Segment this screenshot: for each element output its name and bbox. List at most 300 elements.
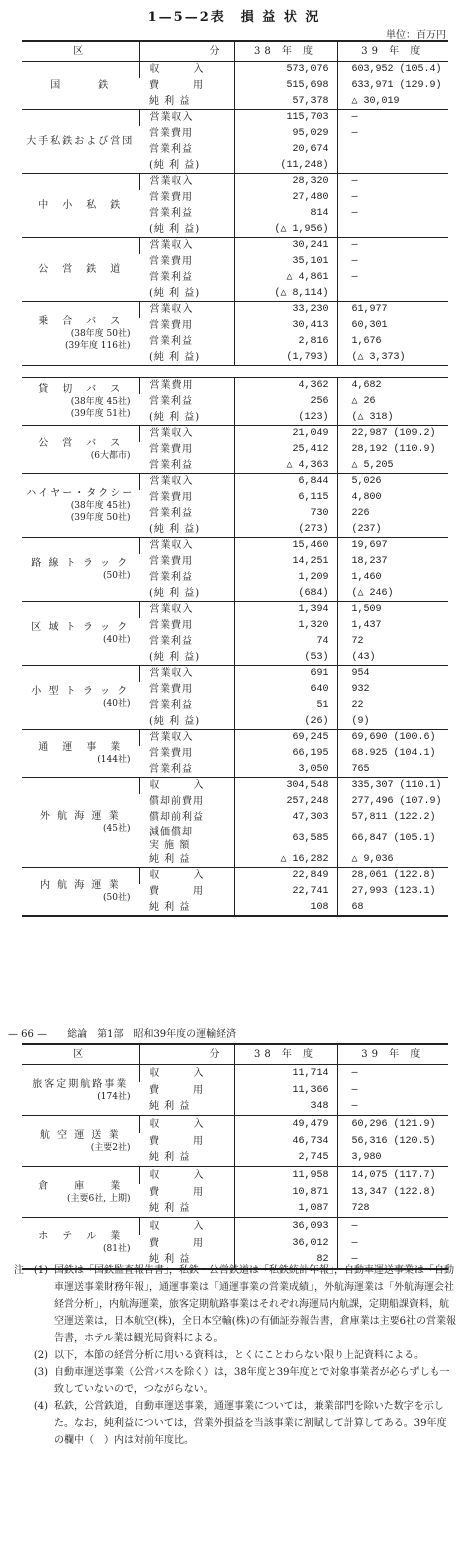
item-label: 営業利益 — [149, 336, 193, 347]
item-label: (純 利 益) — [149, 523, 201, 535]
item-label: 収 入 — [149, 1118, 205, 1130]
value-38: 22,741 — [234, 884, 337, 900]
item-label: 営業利益 — [149, 572, 193, 583]
value-38: 348 — [234, 1099, 337, 1116]
note-item — [6, 1347, 456, 1364]
item-cell — [139, 1099, 234, 1116]
table-row — [22, 110, 448, 126]
item-label: 営業費用 — [149, 684, 193, 695]
note-label: (2) — [33, 1350, 48, 1361]
value-38: △ 4,861 — [234, 270, 337, 286]
value-39: 18,237 — [337, 554, 448, 570]
value-38: 51 — [234, 698, 337, 714]
value-38: 35,101 — [234, 254, 337, 270]
value-38: 11,366 — [234, 1082, 337, 1099]
value-39: (△ 246) — [337, 586, 448, 602]
item-cell — [139, 602, 234, 618]
item-label: 純 利 益 — [149, 1203, 191, 1215]
note-label: (4) — [33, 1401, 48, 1412]
category-cell — [22, 110, 139, 174]
item-cell — [139, 746, 234, 762]
value-38: 14,251 — [234, 554, 337, 570]
value-39: 66,847 (105.1) — [337, 826, 448, 852]
item-label: 費 用 — [149, 1135, 204, 1147]
item-label: 償却前費用 — [149, 796, 204, 807]
item-cell — [139, 474, 234, 490]
item-cell — [139, 1116, 234, 1133]
category-note: (主要2社) — [90, 1142, 131, 1153]
group — [22, 1065, 448, 1116]
value-39: — — [337, 270, 448, 286]
table-row — [22, 538, 448, 554]
value-38: 814 — [234, 206, 337, 222]
category-cell — [22, 1218, 139, 1269]
header-y39: 39 年 度 — [337, 1044, 448, 1065]
category-cell — [22, 730, 139, 778]
value-39: 765 — [337, 762, 448, 778]
value-39: — — [337, 238, 448, 254]
category-note: (174社) — [97, 1091, 131, 1102]
item-cell — [139, 778, 234, 794]
value-38: 36,093 — [234, 1218, 337, 1235]
item-cell — [139, 286, 234, 302]
value-38: (11,248) — [234, 158, 337, 174]
item-cell — [139, 682, 234, 698]
value-39: (△ 318) — [337, 410, 448, 426]
category-name: 通 運 事 業 — [38, 742, 123, 753]
value-39: (△ 3,373) — [337, 350, 448, 366]
category-note: (38年度 45社) — [70, 397, 131, 407]
header-y39: 39 年 度 — [337, 41, 448, 62]
value-38: 304,548 — [234, 778, 337, 794]
value-38: 11,958 — [234, 1167, 337, 1184]
group — [22, 1218, 448, 1269]
value-39: 72 — [337, 634, 448, 650]
value-38: △ 4,363 — [234, 458, 337, 474]
category-cell — [22, 1065, 139, 1116]
category-name: 内 航 海 運 業 — [39, 879, 121, 891]
category-name: 大手私鉄および営団 — [26, 136, 135, 147]
category-cell — [22, 1116, 139, 1167]
value-38: 82 — [234, 1252, 337, 1269]
item-cell — [139, 586, 234, 602]
item-label: 営業収入 — [149, 304, 194, 316]
value-38: 66,195 — [234, 746, 337, 762]
item-label: 純 利 益 — [149, 95, 191, 107]
value-39: 932 — [337, 682, 448, 698]
value-38: 30,413 — [234, 318, 337, 334]
category-note: (40社) — [103, 635, 131, 645]
item-label: (純 利 益) — [149, 411, 201, 423]
item-label: 収 入 — [149, 780, 205, 792]
item-label: 費 用 — [149, 80, 204, 91]
value-39: 61,977 — [337, 302, 448, 318]
item-cell — [139, 1184, 234, 1201]
value-38: 515,698 — [234, 78, 337, 94]
item-label: 純 利 益 — [149, 1152, 191, 1164]
group — [22, 1167, 448, 1218]
item-label: 営業利益 — [149, 396, 193, 407]
table-header-row — [22, 41, 448, 62]
value-38: (△ 8,114) — [234, 286, 337, 302]
item-cell — [139, 394, 234, 410]
value-39: — — [337, 1065, 448, 1082]
item-label: 営業利益 — [149, 508, 193, 519]
value-38: 2,745 — [234, 1150, 337, 1167]
item-cell — [139, 1082, 234, 1099]
value-38: 22,849 — [234, 868, 337, 884]
category-cell — [22, 238, 139, 302]
value-38: (1,793) — [234, 350, 337, 366]
value-38: 691 — [234, 666, 337, 682]
item-label: 純 利 益 — [149, 1254, 191, 1265]
group — [22, 302, 448, 366]
category-cell — [22, 474, 139, 538]
value-39 — [337, 142, 448, 158]
value-39: — — [337, 190, 448, 206]
item-cell — [139, 1065, 234, 1082]
value-38: (273) — [234, 522, 337, 538]
value-39: 27,993 (123.1) — [337, 884, 448, 900]
item-cell — [139, 222, 234, 238]
value-39: — — [337, 1218, 448, 1235]
item-cell — [139, 78, 234, 94]
item-label: 営業費用 — [149, 256, 193, 267]
value-38: 46,734 — [234, 1133, 337, 1150]
table-row — [22, 778, 448, 794]
table-row — [22, 1167, 448, 1184]
value-38: 30,241 — [234, 238, 337, 254]
category-note: (主要6社, 上期) — [67, 1193, 131, 1204]
item-cell — [139, 442, 234, 458]
value-39: △ 5,205 — [337, 458, 448, 474]
category-name: ハイヤー・タクシー — [26, 488, 135, 499]
item-label: (純 利 益) — [149, 351, 201, 363]
category-cell — [22, 602, 139, 666]
value-39: 22,987 (109.2) — [337, 426, 448, 442]
group — [22, 868, 448, 916]
value-39: — — [337, 1252, 448, 1269]
group — [22, 174, 448, 238]
item-cell — [139, 334, 234, 350]
value-38: 49,479 — [234, 1116, 337, 1133]
item-label: 営業利益 — [149, 144, 193, 155]
value-39: — — [337, 1099, 448, 1116]
category-name: 乗 合 バ ス — [38, 316, 123, 327]
category-note: (81社) — [103, 1244, 131, 1255]
value-39: 4,800 — [337, 490, 448, 506]
value-39: 28,192 (110.9) — [337, 442, 448, 458]
value-38: 256 — [234, 394, 337, 410]
value-39: 56,316 (120.5) — [337, 1133, 448, 1150]
category-name: 外 航 海 運 業 — [39, 811, 121, 822]
category-cell — [22, 174, 139, 238]
item-label: 営業費用 — [149, 320, 193, 331]
group — [22, 474, 448, 538]
value-39: 335,307 (110.1) — [337, 778, 448, 794]
item-cell — [139, 1167, 234, 1184]
value-39: 1,460 — [337, 570, 448, 586]
item-label: 営業収入 — [149, 668, 194, 680]
item-cell — [139, 158, 234, 174]
category-note: (38年度 45社) — [70, 501, 131, 511]
note-text: 国鉄は「国鉄監査報告書」，私鉄・公営鉄道は「私鉄統計年報」，自動車運送事業は「自動車運送事業財務年報」，通運事業は「通運事業の営業成績」，外航海運業は「外航海運会社経営分析」，内航海運業，旅客定期航路事業はそれぞれ海運局内航課，定期船課資料，航空運送業は，日本航空(株)，全日本空輸(株)の有価証券報告書，倉庫業は主要6社の営業報告書，ホテル業は観光局資料による。 — [54, 1265, 456, 1344]
item-cell — [139, 490, 234, 506]
category-name: 路 線 ト ラ ッ ク — [31, 558, 130, 569]
value-39: 60,301 — [337, 318, 448, 334]
notes-section — [6, 1262, 456, 1449]
value-38: 1,320 — [234, 618, 337, 634]
value-39: — — [337, 174, 448, 190]
table-row — [22, 302, 448, 318]
category-name: 国 鉄 — [50, 80, 111, 91]
value-39: 69,690 (100.6) — [337, 730, 448, 746]
group — [22, 238, 448, 302]
value-39: (237) — [337, 522, 448, 538]
item-label: 営業収入 — [149, 540, 194, 552]
value-39: (43) — [337, 650, 448, 666]
table-row — [22, 868, 448, 884]
group — [22, 602, 448, 666]
item-cell — [139, 94, 234, 110]
profit-loss-table-continued — [22, 1043, 448, 1270]
item-label: 営業利益 — [149, 459, 193, 471]
category-name: 公 営 バ ス — [38, 438, 123, 449]
value-38: 573,076 — [234, 62, 337, 78]
table-row — [22, 1218, 448, 1235]
value-38: 21,049 — [234, 426, 337, 442]
value-39: 22 — [337, 698, 448, 714]
value-38: (△ 1,956) — [234, 222, 337, 238]
value-39: 226 — [337, 506, 448, 522]
item-label: 営業収入 — [149, 428, 194, 440]
value-39: 277,496 (107.9) — [337, 794, 448, 810]
value-39: 68.925 (104.1) — [337, 746, 448, 762]
table-row — [22, 62, 448, 78]
table-row — [22, 1065, 448, 1082]
item-cell — [139, 378, 234, 394]
value-38: 4,362 — [234, 378, 337, 394]
item-cell — [139, 538, 234, 554]
category-note: (50社) — [103, 892, 131, 903]
item-cell — [139, 254, 234, 270]
group — [22, 62, 448, 110]
value-38: △ 16,282 — [234, 852, 337, 868]
item-label: 費 用 — [149, 1186, 204, 1198]
category-name: 中 小 私 鉄 — [38, 200, 123, 211]
group — [22, 538, 448, 602]
item-label: 営業収入 — [149, 176, 194, 188]
header-bun: 分 — [139, 1044, 234, 1065]
item-cell — [139, 1133, 234, 1150]
category-note: (144社) — [97, 755, 131, 765]
item-cell — [139, 666, 234, 682]
category-name: 旅客定期航路事業 — [32, 1078, 129, 1090]
table-row — [22, 426, 448, 442]
item-cell — [139, 1218, 234, 1235]
item-cell — [139, 1201, 234, 1218]
item-cell — [139, 62, 234, 78]
item-label: 減価償却 実 施 額 — [149, 826, 193, 851]
note-item — [6, 1398, 456, 1449]
item-label: 純 利 益 — [149, 853, 191, 865]
item-cell — [139, 714, 234, 730]
table-row — [22, 666, 448, 682]
value-39: 633,971 (129.9) — [337, 78, 448, 94]
value-38: 10,871 — [234, 1184, 337, 1201]
category-note: (38年度 50社) — [70, 329, 131, 339]
item-label: 純 利 益 — [149, 1101, 191, 1113]
item-label: (純 利 益) — [149, 287, 201, 299]
group — [22, 378, 448, 426]
value-39: 603,952 (105.4) — [337, 62, 448, 78]
note-text: 自動車運送事業（公営バスを除く）は，38年度と39年度とで対象事業者が必らずしも一致していないので，つながらない。 — [54, 1367, 450, 1395]
group — [22, 666, 448, 730]
value-38: 33,230 — [234, 302, 337, 318]
table-header-row — [22, 1044, 448, 1065]
item-cell — [139, 1235, 234, 1252]
category-name: ホ テ ル 業 — [38, 1231, 123, 1243]
note-label: 注 (1) — [13, 1265, 48, 1276]
value-38: 115,703 — [234, 110, 337, 126]
profit-loss-table — [22, 40, 448, 917]
item-cell — [139, 426, 234, 442]
item-label: 収 入 — [149, 1169, 205, 1181]
item-label: 収 入 — [149, 1067, 205, 1079]
category-note: (39年度 116社) — [64, 341, 131, 351]
header-bun: 分 — [139, 41, 234, 62]
value-39: (9) — [337, 714, 448, 730]
category-name: 小 型 ト ラ ッ ク — [31, 686, 130, 697]
item-label: 営業利益 — [149, 700, 193, 711]
category-cell — [22, 62, 139, 110]
item-cell — [139, 1150, 234, 1167]
item-label: 費 用 — [149, 1084, 204, 1096]
header-y38: 38 年 度 — [234, 1044, 337, 1065]
item-label: 収 入 — [149, 64, 205, 76]
note-text: 以下，本節の経営分析に用いる資料は，とくにことわらない限り上記資料による。 — [54, 1350, 424, 1361]
item-cell — [139, 762, 234, 778]
item-cell — [139, 110, 234, 126]
item-label: 営業収入 — [149, 112, 194, 124]
category-cell — [22, 868, 139, 916]
category-note: (40社) — [103, 699, 131, 709]
value-39: 57,811 (122.2) — [337, 810, 448, 826]
category-name: 公 営 鉄 道 — [38, 264, 123, 275]
category-note: (50社) — [103, 571, 131, 581]
value-38: (123) — [234, 410, 337, 426]
value-38: 63,585 — [234, 826, 337, 852]
value-39: — — [337, 254, 448, 270]
note-item — [6, 1262, 456, 1347]
category-name: 倉 庫 業 — [38, 1180, 123, 1192]
item-cell — [139, 618, 234, 634]
note-label: (3) — [33, 1367, 48, 1378]
item-cell — [139, 650, 234, 666]
item-label: 営業費用 — [149, 380, 194, 392]
header-kubun: 区 — [22, 1044, 139, 1065]
value-39: 60,296 (121.9) — [337, 1116, 448, 1133]
value-38: 108 — [234, 900, 337, 916]
category-cell — [22, 1167, 139, 1218]
value-39: 28,061 (122.8) — [337, 868, 448, 884]
value-39: 954 — [337, 666, 448, 682]
item-label: 収 入 — [149, 870, 205, 882]
value-38: 57,378 — [234, 94, 337, 110]
value-38: (684) — [234, 586, 337, 602]
value-38: 74 — [234, 634, 337, 650]
table-row — [22, 602, 448, 618]
item-cell — [139, 458, 234, 474]
table-row — [22, 730, 448, 746]
value-38: 6,115 — [234, 490, 337, 506]
value-38: 2,816 — [234, 334, 337, 350]
value-39: △ 30,019 — [337, 94, 448, 110]
item-cell — [139, 270, 234, 286]
item-cell — [139, 698, 234, 714]
value-39: 19,697 — [337, 538, 448, 554]
item-cell — [139, 868, 234, 884]
value-38: (53) — [234, 650, 337, 666]
category-note: (45社) — [103, 824, 131, 834]
value-38: 257,248 — [234, 794, 337, 810]
item-cell — [139, 174, 234, 190]
category-cell — [22, 538, 139, 602]
unit-label: 単位：百万円 — [386, 30, 446, 41]
value-39: 14,075 (117.7) — [337, 1167, 448, 1184]
item-label: 営業費用 — [149, 748, 193, 759]
value-38: 11,714 — [234, 1065, 337, 1082]
item-label: 償却前利益 — [149, 812, 204, 823]
value-38: 20,674 — [234, 142, 337, 158]
spacer — [22, 366, 448, 378]
category-note: (6大都市) — [90, 451, 131, 461]
item-label: 純 利 益 — [149, 901, 191, 913]
item-label: 営業費用 — [149, 556, 193, 567]
item-label: 営業収入 — [149, 240, 194, 252]
table-row — [22, 238, 448, 254]
value-38: 69,245 — [234, 730, 337, 746]
group — [22, 1116, 448, 1167]
value-38: 730 — [234, 506, 337, 522]
item-cell — [139, 410, 234, 426]
note-text: 私鉄，公営鉄道，自動車運送事業，通運事業については，兼業部門を除いた数字を示した。なお，純利益については，営業外損益を当該事業に割賦して計算してある。39年度の欄中（ ）内は対前年度比。 — [54, 1401, 447, 1446]
group — [22, 778, 448, 868]
category-name: 貸 切 バ ス — [38, 384, 123, 395]
value-39: — — [337, 1235, 448, 1252]
value-38: 6,844 — [234, 474, 337, 490]
category-name: 航 空 運 送 業 — [39, 1129, 121, 1141]
item-label: (純 利 益) — [149, 223, 201, 235]
value-38: 15,460 — [234, 538, 337, 554]
item-label: 営業費用 — [149, 492, 193, 503]
item-label: (純 利 益) — [149, 715, 201, 727]
category-cell — [22, 426, 139, 474]
group — [22, 730, 448, 778]
value-38: 36,012 — [234, 1235, 337, 1252]
category-cell — [22, 778, 139, 868]
page-footer: — 66 — 総論 第1部 昭和39年度の運輸経済 — [8, 1029, 237, 1040]
item-cell — [139, 350, 234, 366]
category-cell — [22, 378, 139, 426]
item-label: (純 利 益) — [149, 587, 201, 599]
item-label: 営業費用 — [149, 620, 193, 631]
value-39: 68 — [337, 900, 448, 916]
table-row — [22, 174, 448, 190]
item-cell — [139, 634, 234, 650]
header-kubun: 区 — [22, 41, 139, 62]
value-38: 1,394 — [234, 602, 337, 618]
